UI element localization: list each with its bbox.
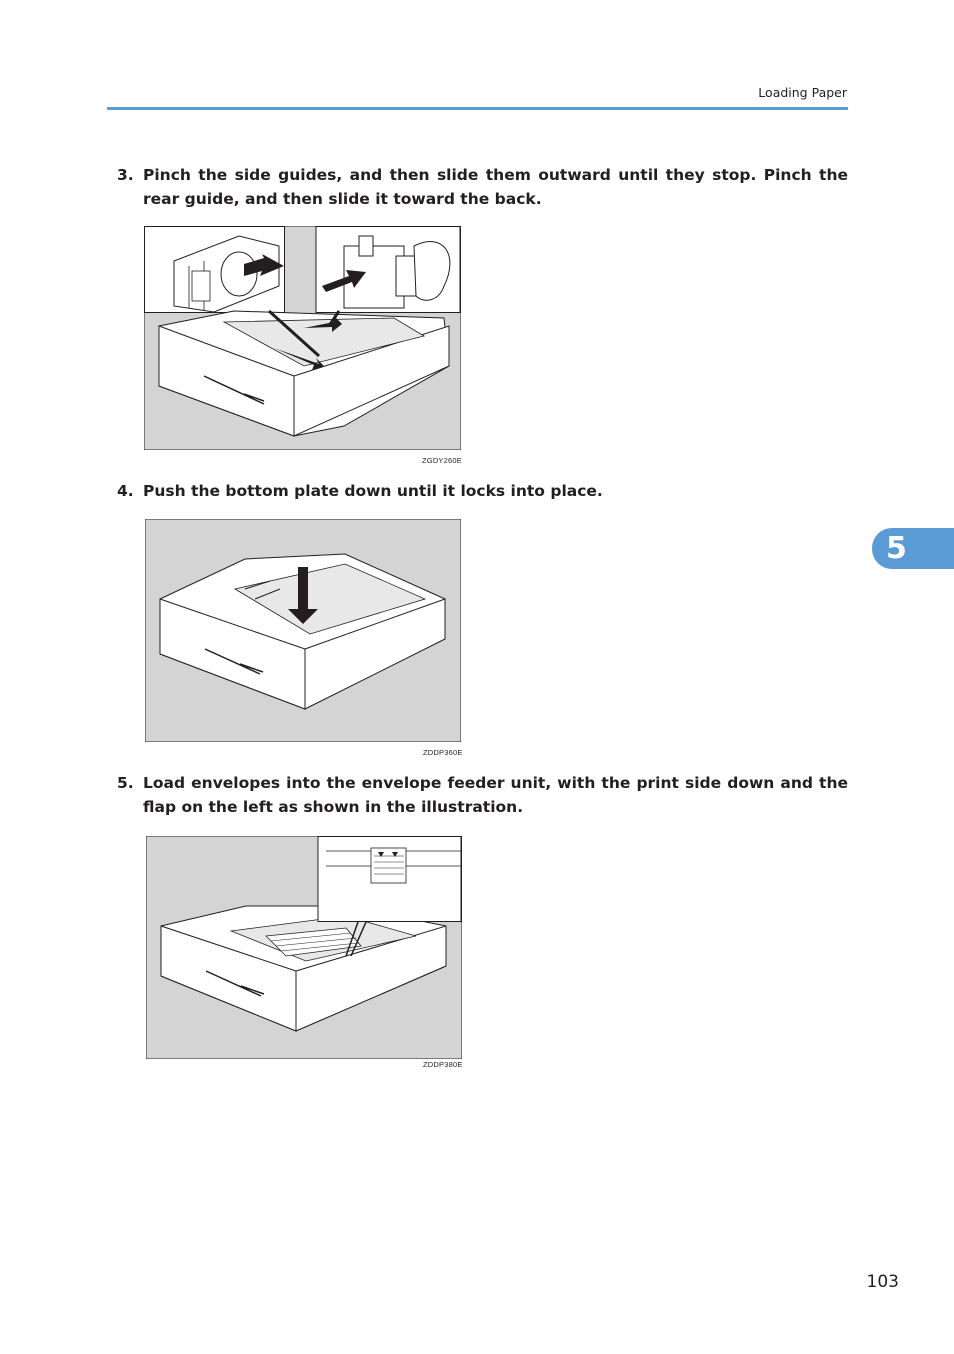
step-3-number: 3. [117,166,134,184]
step-5 [117,771,848,819]
page-number: 103 [866,1272,899,1292]
step-5-number: 5. [117,774,134,792]
illustration-side-guides [144,226,461,450]
chapter-number: 5 [886,531,907,566]
chapter-tab [872,528,954,569]
figure-bottom-plate [145,519,463,757]
step-4-number: 4. [117,482,134,500]
running-header: Loading Paper [758,85,847,100]
figure-code-zddp380e: ZDDP380E [423,1060,463,1069]
header-rule [107,107,848,110]
step-4-text: Push the bottom plate down until it locks into place. [143,482,603,500]
step-4 [117,479,848,503]
figure-code-zddp360e: ZDDP360E [423,748,463,757]
illustration-envelopes [146,836,462,1059]
illustration-bottom-plate [145,519,461,742]
figure-side-guides [144,226,462,465]
step-3 [117,163,848,211]
step-3-text: Pinch the side guides, and then slide them outward until they stop. Pinch the rear guide, and then slide it toward the back. [143,166,848,208]
step-5-text: Load envelopes into the envelope feeder unit, with the print side down and the flap on the left as shown in the illustration. [143,774,848,816]
figure-envelopes [146,836,463,1069]
figure-code-zgdy260e: ZGDY260E [422,456,462,465]
